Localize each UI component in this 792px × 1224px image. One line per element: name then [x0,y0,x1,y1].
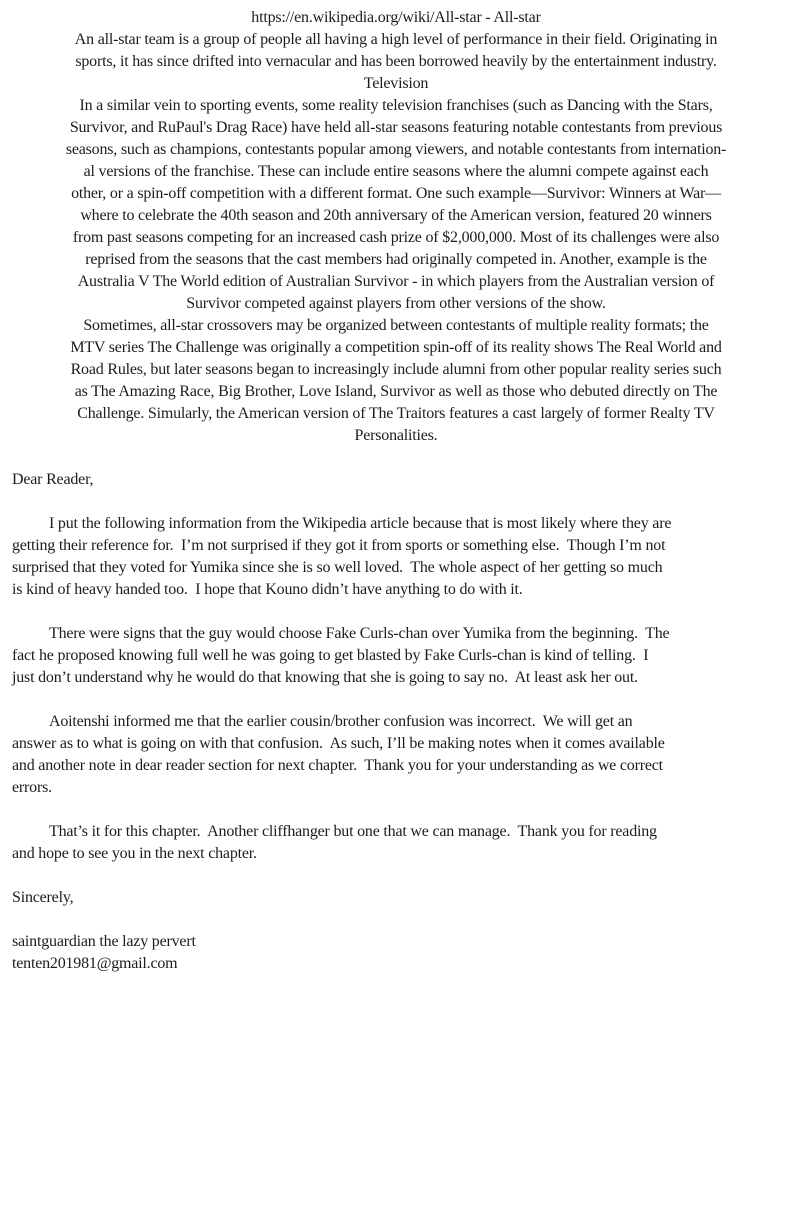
text-line: getting their reference for. I’m not surprised if they got it from sports or something else. Though I’m not [12,537,666,554]
text-line: is kind of heavy handed too. I hope that Kouno didn’t have anything to do with it. [12,581,523,598]
text-line: I put the following information from the Wikipedia article because that is most likely where they are [49,515,672,532]
text-line: Television [363,75,429,92]
text-line: errors. [12,779,52,796]
text-line: That’s it for this chapter. Another cliffhanger but one that we can manage. Thank you for reading [49,823,657,840]
text-line: Survivor, and RuPaul's Drag Race) have held all-star seasons featuring notable contestants from previous [69,119,723,136]
text-line: sports, it has since drifted into vernacular and has been borrowed heavily by the entertainment industry. [75,53,717,70]
text-line: There were signs that the guy would choose Fake Curls-chan over Yumika from the beginning. The [49,625,670,642]
salutation-text: Dear Reader, [12,471,94,488]
closing [12,887,780,909]
text-line: MTV series The Challenge was originally a competition spin-off of its reality shows The Real World and [70,339,722,356]
text-line: seasons, such as champions, contestants popular among viewers, and notable contestants from internation- [65,141,727,158]
letter-paragraph-1 [12,513,780,601]
text-line: just don’t understand why he would do that knowing that she is going to say no. At least ask her out. [12,669,638,686]
letter-paragraph-3 [12,711,780,799]
salutation [12,469,780,491]
text-line: fact he proposed knowing full well he was going to get blasted by Fake Curls-chan is kind of telling. I [12,647,649,664]
text-line: Challenge. Simularly, the American version of The Traitors features a cast largely of former Realty TV [77,405,715,422]
text-line: In a similar vein to sporting events, some reality television franchises (such as Dancing with the Stars, [79,97,713,114]
text-line: Sometimes, all-star crossovers may be organized between contestants of multiple reality formats; the [83,317,709,334]
text-line: Survivor competed against players from other versions of the show. [186,295,606,312]
closing-text: Sincerely, [12,889,74,906]
text-line: from past seasons competing for an increased cash prize of $2,000,000. Most of its challenges were also [72,229,720,246]
text-line: where to celebrate the 40th season and 20th anniversary of the American version, featured 20 winners [80,207,712,224]
text-line: https://en.wikipedia.org/wiki/All-star - All-star [251,9,541,26]
text-line: An all-star team is a group of people all having a high level of performance in their field. Originating in [74,31,718,48]
text-line: al versions of the franchise. These can include entire seasons where the alumni compete against each [83,163,709,180]
signature-email: tenten201981@gmail.com [12,955,178,972]
text-line: as The Amazing Race, Big Brother, Love Island, Survivor as well as those who debuted directly on The [74,383,718,400]
text-line: answer as to what is going on with that confusion. As such, I’ll be making notes when it comes available [12,735,665,752]
signature [12,931,780,975]
text-line: Australia V The World edition of Australian Survivor - in which players from the Australian version of [77,273,715,290]
text-line: and hope to see you in the next chapter. [12,845,257,862]
text-line: reprised from the seasons that the cast members had originally competed in. Another, example is the [85,251,707,268]
text-line: Personalities. [354,427,438,444]
text-line: and another note in dear reader section for next chapter. Thank you for your understanding as we correct [12,757,663,774]
text-line: other, or a spin-off competition with a different format. One such example—Survivor: Winners at War— [71,185,721,202]
letter-paragraph-4 [12,821,780,865]
text-line: Aoitenshi informed me that the earlier cousin/brother confusion was incorrect. We will get an [49,713,633,730]
signature-name: saintguardian the lazy pervert [12,933,196,950]
wikipedia-excerpt [12,7,780,447]
text-line: surprised that they voted for Yumika since she is so well loved. The whole aspect of her getting so much [12,559,663,576]
letter-paragraph-2 [12,623,780,689]
text-line: Road Rules, but later seasons began to increasingly include alumni from other popular reality series such [70,361,722,378]
